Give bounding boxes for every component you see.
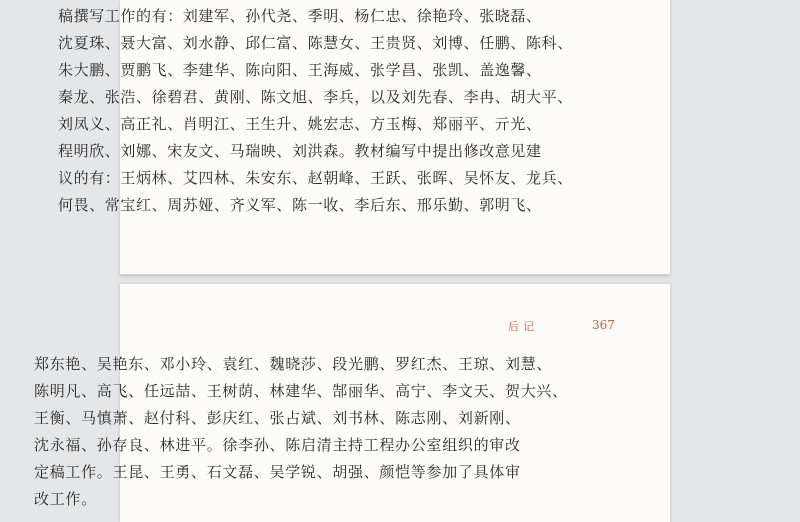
page-number: 367 — [592, 318, 615, 332]
text-line: 王衡、马慎萧、赵付科、彭庆红、张占斌、刘书林、陈志刚、刘新刚、 — [34, 409, 521, 427]
text-line: 稿撰写工作的有：刘建军、孙代尧、季明、杨仁忠、徐艳玲、张晓磊、 — [58, 7, 542, 25]
text-line: 朱大鹏、贾鹏飞、李建华、陈向阳、王海威、张学昌、张凯、盖逸馨、 — [58, 61, 542, 79]
text-line: 郑东艳、吴艳东、邓小玲、袁红、魏晓莎、段光鹏、罗红杰、王琼、刘慧、 — [34, 355, 553, 373]
text-line: 议的有：王炳林、艾四林、朱安东、赵朝峰、王跃、张晖、吴怀友、龙兵、 — [58, 169, 573, 187]
text-line: 何畏、常宝红、周苏娅、齐义军、陈一收、李后东、邢乐勤、郭明飞、 — [58, 196, 542, 214]
text-line: 定稿工作。王昆、王勇、石文磊、吴学锐、胡强、颜恺等参加了具体审 — [34, 463, 521, 481]
text-line: 程明欣、刘娜、宋友文、马瑞映、刘洪森。教材编写中提出修改意见建 — [58, 142, 542, 160]
text-line: 沈永福、孙存良、林进平。徐李孙、陈启清主持工程办公室组织的审改 — [34, 436, 521, 454]
text-line: 改工作。 — [34, 490, 97, 508]
book-page-bottom — [120, 283, 670, 522]
text-line: 陈明凡、高飞、任远喆、王树荫、林建华、郜丽华、高宁、李文天、贺大兴、 — [34, 382, 568, 400]
running-head-title: 后记 — [508, 320, 538, 333]
text-line: 秦龙、张浩、徐碧君、黄刚、陈文旭、李兵，以及刘先春、李冉、胡大平、 — [58, 88, 573, 106]
text-line: 沈夏珠、聂大富、刘水静、邱仁富、陈慧女、王贵贤、刘博、任鹏、陈科、 — [58, 34, 573, 52]
text-line: 刘凤义、高正礼、肖明江、王生升、姚宏志、方玉梅、郑丽平、亓光、 — [58, 115, 542, 133]
